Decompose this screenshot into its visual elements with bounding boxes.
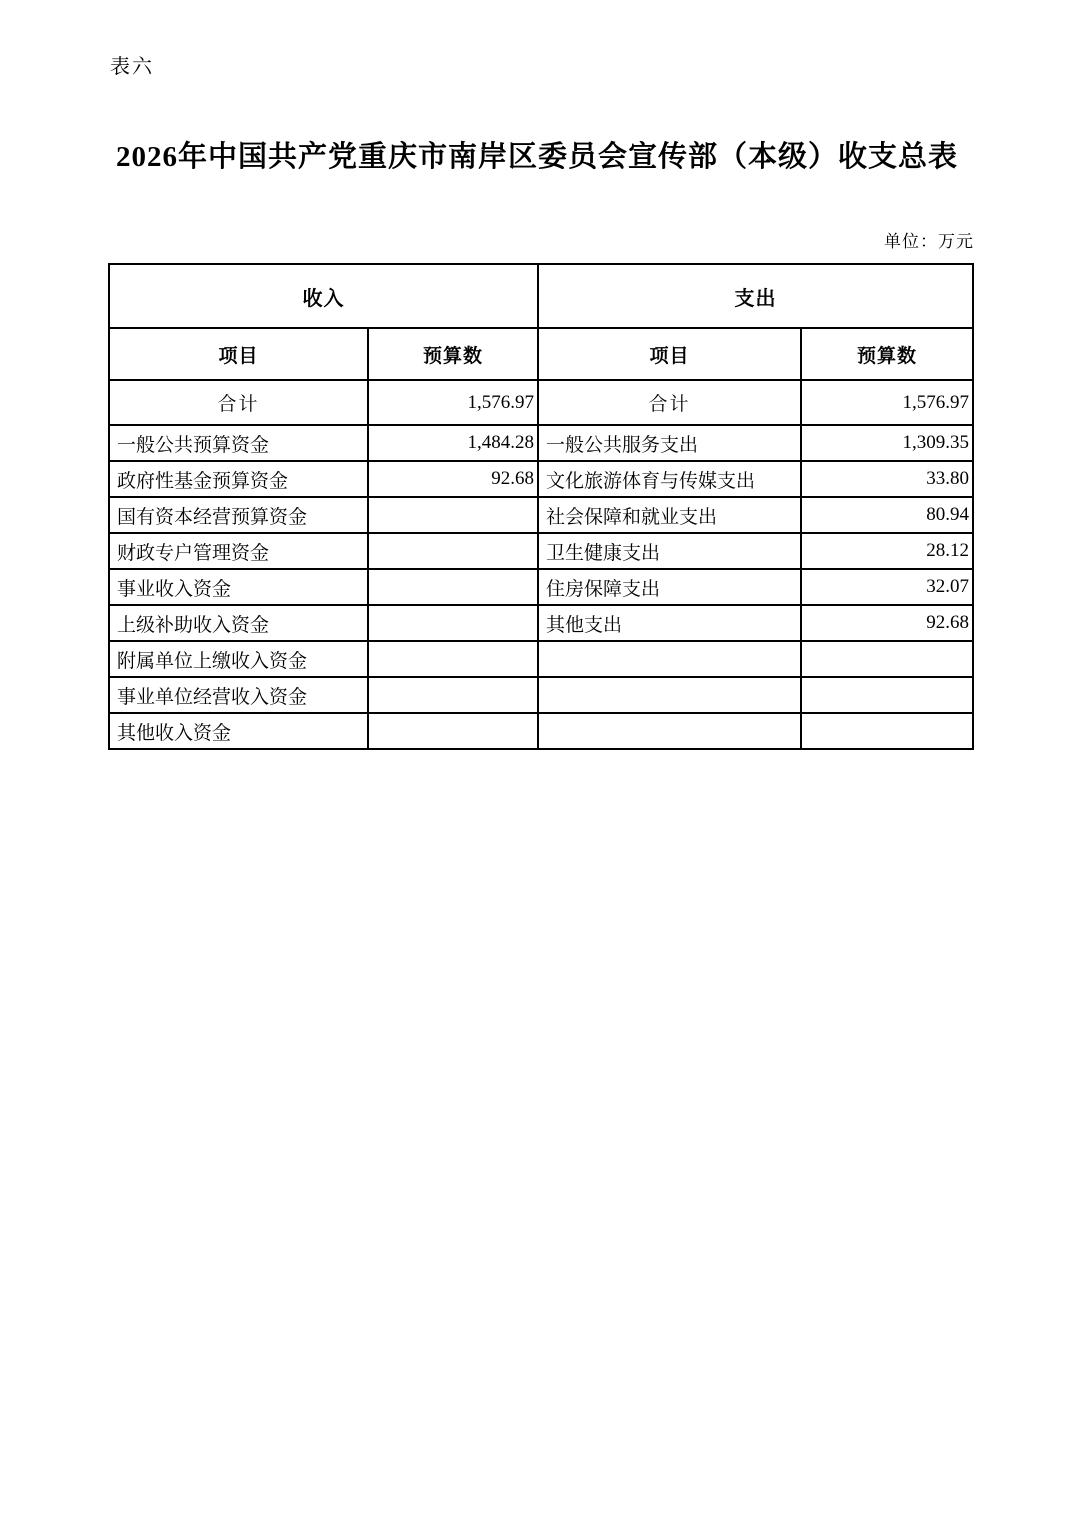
- table-row: [109, 425, 973, 461]
- expense-item-cell: 卫生健康支出: [538, 533, 801, 569]
- income-value-cell: [368, 677, 538, 713]
- income-value-cell: [368, 713, 538, 749]
- expense-value-cell: 33.80: [801, 461, 973, 497]
- income-value-cell: [368, 497, 538, 533]
- expense-item-cell: [538, 713, 801, 749]
- unit-label: 单位：万元: [884, 232, 974, 251]
- table-number-label: 表六: [110, 56, 154, 78]
- column-header-row: [109, 328, 973, 380]
- expense-item-cell: 一般公共服务支出: [538, 425, 801, 461]
- income-item-cell: 合计: [109, 380, 368, 425]
- expense-item-cell: 住房保障支出: [538, 569, 801, 605]
- expense-value-cell: 80.94: [801, 497, 973, 533]
- income-value-cell: 92.68: [368, 461, 538, 497]
- expense-group-header: 支出: [538, 264, 973, 328]
- expense-budget-header: 预算数: [801, 328, 973, 380]
- table-row: [109, 713, 973, 749]
- expense-item-cell: 社会保障和就业支出: [538, 497, 801, 533]
- table-row: [109, 533, 973, 569]
- expense-item-header: 项目: [538, 328, 801, 380]
- expense-value-cell: [801, 641, 973, 677]
- income-item-cell: 事业单位经营收入资金: [109, 677, 368, 713]
- income-value-cell: 1,576.97: [368, 380, 538, 425]
- income-item-cell: 财政专户管理资金: [109, 533, 368, 569]
- expense-value-cell: 1,309.35: [801, 425, 973, 461]
- expense-item-cell: [538, 677, 801, 713]
- table-row-total: [109, 380, 973, 425]
- expense-value-cell: [801, 713, 973, 749]
- income-budget-header: 预算数: [368, 328, 538, 380]
- budget-summary-table: [108, 263, 974, 750]
- income-value-cell: [368, 605, 538, 641]
- table-row: [109, 677, 973, 713]
- income-item-cell: 附属单位上缴收入资金: [109, 641, 368, 677]
- income-item-cell: 国有资本经营预算资金: [109, 497, 368, 533]
- page-title: 2026年中国共产党重庆市南岸区委员会宣传部（本级）收支总表: [115, 141, 958, 173]
- income-item-cell: 事业收入资金: [109, 569, 368, 605]
- income-item-cell: 其他收入资金: [109, 713, 368, 749]
- table-row: [109, 605, 973, 641]
- income-group-header: 收入: [109, 264, 538, 328]
- income-item-cell: 一般公共预算资金: [109, 425, 368, 461]
- income-value-cell: 1,484.28: [368, 425, 538, 461]
- expense-value-cell: 32.07: [801, 569, 973, 605]
- expense-value-cell: [801, 677, 973, 713]
- expense-value-cell: 1,576.97: [801, 380, 973, 425]
- expense-item-cell: [538, 641, 801, 677]
- expense-item-cell: 文化旅游体育与传媒支出: [538, 461, 801, 497]
- expense-value-cell: 28.12: [801, 533, 973, 569]
- income-value-cell: [368, 533, 538, 569]
- table-row: [109, 641, 973, 677]
- expense-item-cell: 其他支出: [538, 605, 801, 641]
- group-header-row: [109, 264, 973, 328]
- income-value-cell: [368, 569, 538, 605]
- income-item-cell: 上级补助收入资金: [109, 605, 368, 641]
- income-item-cell: 政府性基金预算资金: [109, 461, 368, 497]
- income-item-header: 项目: [109, 328, 368, 380]
- table-row: [109, 461, 973, 497]
- table-row: [109, 569, 973, 605]
- expense-item-cell: 合计: [538, 380, 801, 425]
- expense-value-cell: 92.68: [801, 605, 973, 641]
- income-value-cell: [368, 641, 538, 677]
- table-row: [109, 497, 973, 533]
